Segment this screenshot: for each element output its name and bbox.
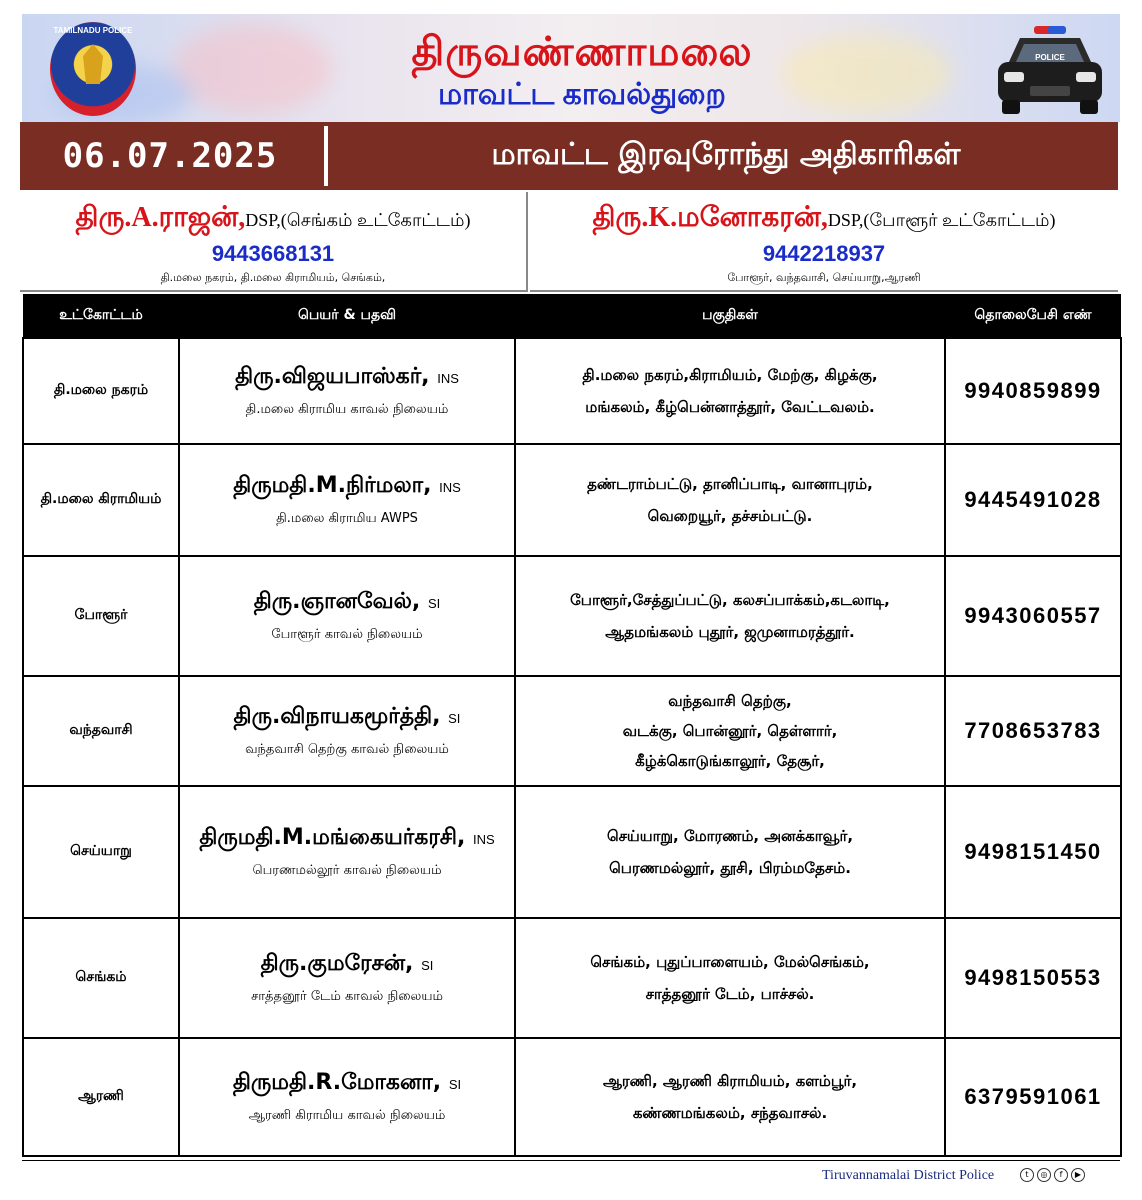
phone-cell: 9498150553 [945, 918, 1121, 1038]
subdivision-cell: போளூர் [23, 556, 179, 676]
area-line: கண்ணமங்கலம், சந்தவாசல். [632, 1104, 828, 1122]
area-line: போளூர்,சேத்துப்பட்டு, கலசப்பாக்கம்,கடலாடி, [570, 591, 890, 609]
instagram-icon[interactable]: ◎ [1037, 1168, 1051, 1182]
roster-heading: மாவட்ட இரவுரோந்து அதிகாரிகள் [491, 136, 961, 172]
dsp-phone: 9442218937 [762, 241, 886, 266]
tamilnadu-police-logo [50, 22, 136, 116]
facebook-icon[interactable]: f [1054, 1168, 1068, 1182]
station-name: ஆரணி கிராமிய காவல் நிலையம் [248, 1108, 446, 1123]
officer-post: SI [448, 711, 461, 726]
area-line: வந்தவாசி தெற்கு, [668, 692, 792, 710]
roster-date: 06.07.2025 [62, 136, 278, 176]
officer-cell [179, 1038, 515, 1156]
station-name: சாத்தனூர் டேம் காவல் நிலையம் [251, 989, 443, 1004]
table-row [23, 444, 1121, 556]
area-line: தண்டராம்பட்டு, தானிப்பாடி, வானாபுரம், [587, 475, 873, 493]
phone-cell: 9445491028 [945, 444, 1121, 556]
phone-cell: 9943060557 [945, 556, 1121, 676]
dsp-rank: DSP,(செங்கம் உட்கோட்டம்) [245, 210, 471, 230]
subdivision-cell: செங்கம் [23, 918, 179, 1038]
areas-cell [515, 786, 945, 918]
divider [324, 126, 328, 186]
area-line: செங்கம், புதுப்பாளையம், மேல்செங்கம், [590, 953, 870, 971]
table-row [23, 676, 1121, 786]
subdivision-cell: வந்தவாசி [23, 676, 179, 786]
column-header: தொலைபேசி எண் [945, 294, 1121, 338]
column-header: உட்கோட்டம் [23, 294, 179, 338]
svg-text:POLICE: POLICE [1035, 53, 1065, 62]
district-title: திருவண்ணாமலை [411, 29, 753, 74]
officer-post: INS [439, 480, 461, 495]
table-row [23, 786, 1121, 918]
phone-cell: 7708653783 [945, 676, 1121, 786]
column-header: பகுதிகள் [515, 294, 945, 338]
officer-name: திருமதி.M.நிர்மலா, [233, 473, 432, 498]
officer-post: SI [448, 1077, 462, 1092]
officer-name: திரு.விநாயகமூர்த்தி, [233, 704, 441, 729]
officer-name: திரு.குமரேசன், [260, 951, 414, 976]
area-line: தி.மலை நகரம்,கிராமியம், மேற்கு, கிழக்கு, [582, 366, 878, 384]
patrol-officer-table [22, 294, 1122, 1157]
area-line: செய்யாறு, மோரணம், அனக்காவூர், [606, 827, 854, 845]
station-name: தி.மலை கிராமிய காவல் நிலையம் [245, 402, 449, 417]
areas-cell [515, 338, 945, 444]
footer-org: Tiruvannamalai District Police [822, 1168, 995, 1183]
officer-cell [179, 444, 515, 556]
area-line: வடக்கு, பொன்னூர், தெள்ளார், [622, 722, 838, 740]
station-name: பெரணமல்லூர் காவல் நிலையம் [252, 863, 442, 878]
dsp-areas: தி.மலை நகரம், தி.மலை கிராமியம், செங்கம், [160, 271, 386, 284]
temple-icon [83, 44, 103, 84]
social-icons [1020, 1168, 1085, 1182]
phone-cell: 6379591061 [945, 1038, 1121, 1156]
phone-cell: 9498151450 [945, 786, 1121, 918]
area-line: மங்கலம், கீழ்பென்னாத்தூர், வேட்டவலம். [585, 398, 875, 416]
column-header: பெயர் & பதவி [179, 294, 515, 338]
officer-cell [179, 918, 515, 1038]
dsp-rank: DSP,(போளூர் உட்கோட்டம்) [827, 210, 1056, 230]
subdivision-cell: தி.மலை நகரம் [23, 338, 179, 444]
department-title: மாவட்ட காவல்துறை [438, 78, 726, 111]
area-line: சாத்தனூர் டேம், பாச்சல். [645, 985, 815, 1003]
subdivision-cell: தி.மலை கிராமியம் [23, 444, 179, 556]
twitter-icon[interactable]: t [1020, 1168, 1034, 1182]
logo-text: TAMILNADU POLICE [53, 26, 133, 35]
youtube-icon[interactable]: ▶ [1071, 1168, 1085, 1182]
dsp-name: திரு.K.மனோகரன்,DSP,(போளூர் உட்கோட்டம்) [592, 202, 1056, 233]
station-name: வந்தவாசி தெற்கு காவல் நிலையம் [245, 742, 449, 757]
area-line: கீழ்க்கொடுங்காலூர், தேசூர், [635, 752, 825, 770]
officer-name: திருமதி.R.மோகனா, [232, 1070, 442, 1095]
station-name: தி.மலை கிராமிய AWPS [276, 511, 418, 526]
areas-cell [515, 444, 945, 556]
officer-post: INS [437, 371, 459, 386]
officer-cell [179, 338, 515, 444]
officer-cell [179, 786, 515, 918]
areas-cell [515, 1038, 945, 1156]
dsp-areas: போளூர், வந்தவாசி, செய்யாறு,ஆரணி [727, 271, 921, 284]
area-line: வெறையூர், தச்சம்பட்டு. [647, 507, 813, 525]
banner-glow [172, 24, 332, 114]
areas-cell [515, 918, 945, 1038]
officer-name: திரு.ஞானவேல், [253, 589, 421, 614]
subdivision-cell: செய்யாறு [23, 786, 179, 918]
dsp-block [20, 192, 528, 292]
area-line: ஆதமங்கலம் புதூர், ஜமுனாமரத்தூர். [605, 623, 855, 641]
footer-divider [22, 1160, 1120, 1161]
officer-name: திருமதி.M.மங்கையர்கரசி, [199, 825, 466, 850]
officer-cell [179, 556, 515, 676]
officer-post: INS [473, 832, 495, 847]
officer-cell [179, 676, 515, 786]
areas-cell [515, 556, 945, 676]
subdivision-cell: ஆரணி [23, 1038, 179, 1156]
table-row [23, 556, 1121, 676]
header-banner [22, 14, 1120, 122]
officer-post: SI [421, 958, 434, 973]
table-row [23, 338, 1121, 444]
dsp-phone: 9443668131 [211, 241, 335, 266]
officer-name: திரு.விஜயபாஸ்கர், [235, 364, 430, 389]
areas-cell [515, 676, 945, 786]
table-row [23, 918, 1121, 1038]
date-strip [20, 122, 1118, 190]
dsp-block [530, 192, 1118, 292]
officer-post: SI [427, 596, 441, 611]
table-row [23, 1038, 1121, 1156]
station-name: போளூர் காவல் நிலையம் [271, 627, 423, 642]
table-header-row [23, 294, 1121, 338]
dsp-name: திரு.A.ராஜன்,DSP,(செங்கம் உட்கோட்டம்) [75, 202, 471, 233]
police-car-icon [990, 20, 1110, 116]
area-line: ஆரணி, ஆரணி கிராமியம், களம்பூர், [602, 1072, 858, 1090]
area-line: பெரணமல்லூர், தூசி, பிரம்மதேசம். [609, 859, 851, 877]
phone-cell: 9940859899 [945, 338, 1121, 444]
